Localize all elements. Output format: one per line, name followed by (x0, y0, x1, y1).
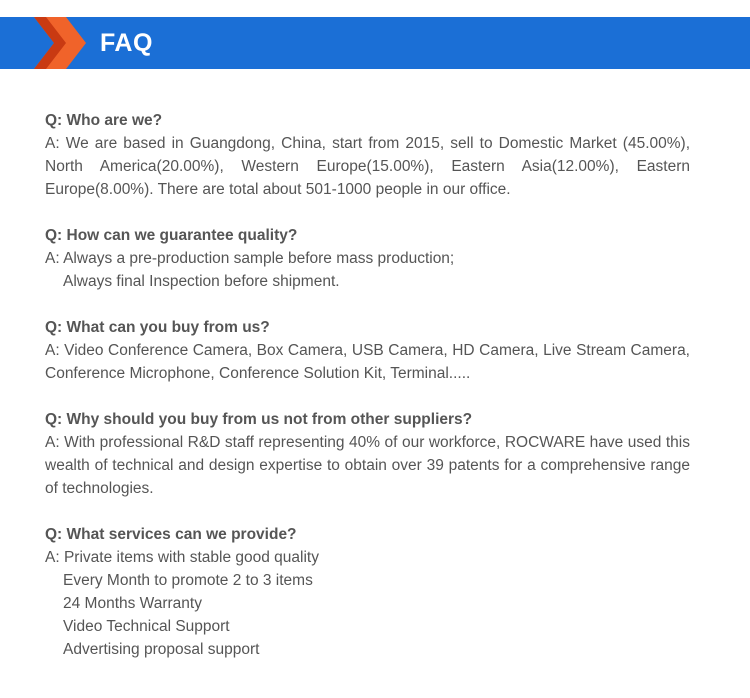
faq-answer-line: A: Always a pre-production sample before mass production; (45, 250, 455, 267)
faq-question: Q: Why should you buy from us not from other suppliers? (45, 411, 473, 428)
faq-header-banner (0, 17, 750, 69)
faq-answer-line: Advertising proposal support (63, 641, 260, 658)
faq-question: Q: How can we guarantee quality? (45, 227, 298, 244)
faq-answer-line: A: Private items with stable good quality (45, 549, 319, 566)
faq-question: Q: Who are we? (45, 112, 163, 129)
faq-list (45, 109, 690, 684)
faq-question: Q: What services can we provide? (45, 526, 297, 543)
faq-item-who-are-we (45, 109, 690, 201)
chevron-arrow-icon (0, 17, 86, 69)
faq-question: Q: What can you buy from us? (45, 319, 270, 336)
faq-answer-line: Every Month to promote 2 to 3 items (63, 572, 313, 589)
faq-answer-line: Video Technical Support (63, 618, 230, 635)
faq-answer-line: Always final Inspection before shipment. (63, 273, 340, 290)
faq-item-services (45, 523, 690, 661)
faq-answer: A: We are based in Guangdong, China, start from 2015, sell to Domestic Market (45.00%), North America(20.00%), Western Europe(15.00%), Eastern Asia(12.00%), Eastern Europe(8.00%). There are total about 501-1000 people in our office. (45, 135, 690, 198)
faq-item-why-us (45, 408, 690, 500)
faq-answer: A: Video Conference Camera, Box Camera, USB Camera, HD Camera, Live Stream Camera, Conference Microphone, Conference Solution Kit, Terminal..... (45, 342, 690, 382)
page-title: FAQ (100, 29, 153, 57)
faq-answer-line: 24 Months Warranty (63, 595, 202, 612)
faq-item-products (45, 316, 690, 385)
faq-answer: A: With professional R&D staff representing 40% of our workforce, ROCWARE have used this wealth of technical and design expertise to obtain over 39 patents for a comprehensive range of technologies. (45, 434, 690, 497)
faq-item-quality (45, 224, 690, 293)
